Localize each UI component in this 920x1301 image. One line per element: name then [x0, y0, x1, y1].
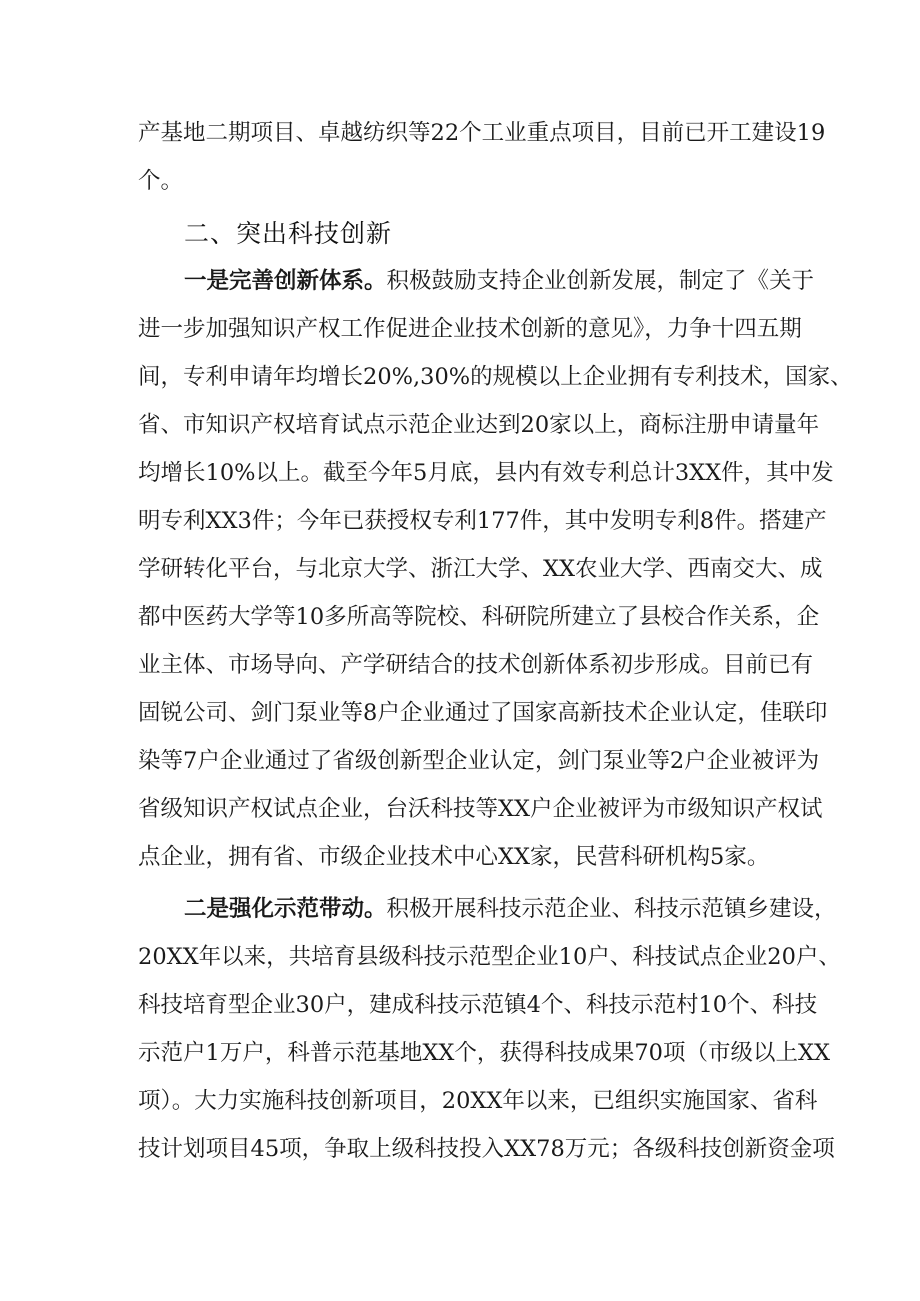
para2-line: 示范户1万户，科普示范基地XX个，获得科技成果70项（市级以上XX [138, 1040, 831, 1066]
para1-line: 固锐公司、剑门泵业等8户企业通过了国家高新技术企业认定，佳联印 [138, 700, 828, 726]
para2-line: 20XX年以来，共培育县级科技示范型企业10户、科技试点企业20户、 [138, 944, 841, 970]
intro-line-2: 个。 [138, 168, 184, 194]
para1-line: 染等7户企业通过了省级创新型企业认定，剑门泵业等2户企业被评为 [138, 748, 820, 774]
para2-first-line [184, 894, 837, 924]
para1-line: 省、市知识产权培育试点示范企业达到20家以上，商标注册申请量年 [138, 412, 820, 438]
para1-line: 进一步加强知识产权工作促进企业技术创新的意见》，力争十四五期 [138, 316, 802, 342]
intro-line-1: 产基地二期项目、卓越纺织等22个工业重点项目，目前已开工建设19 [138, 120, 826, 146]
para1-line: 都中医药大学等10多所高等院校、科研院所建立了县校合作关系，企 [138, 604, 820, 630]
para1-line: 均增长10%以上。截至今年5月底，县内有效专利总计3XX件，其中发 [138, 460, 834, 486]
para1-first-line [184, 266, 815, 296]
para2-line: 技计划项目45项，争取上级科技投入XX78万元；各级科技创新资金项 [138, 1136, 835, 1162]
para2-line: 项）。大力实施科技创新项目，20XX年以来，已组织实施国家、省科 [138, 1088, 818, 1114]
para1-lead: 一是完善创新体系。 [184, 268, 387, 294]
para1-line: 学研转化平台，与北京大学、浙江大学、XX农业大学、西南交大、成 [138, 556, 823, 582]
para1-line: 明专利XX3件；今年已获授权专利177件，其中发明专利8件。搭建产 [138, 508, 827, 534]
para1-line: 点企业，拥有省、市级企业技术中心XX家，民营科研机构5家。 [138, 844, 770, 870]
para2-first-text: 积极开展科技示范企业、科技示范镇乡建设， [386, 896, 837, 922]
para1-line: 业主体、市场导向、产学研结合的技术创新体系初步形成。目前已有 [138, 652, 814, 678]
section-heading: 二、突出科技创新 [184, 219, 393, 248]
para1-line: 省级知识产权试点企业，台沃科技等XX户企业被评为市级知识产权试 [138, 796, 823, 822]
para1-line: 间，专利申请年均增长20%,30%的规模以上企业拥有专利技术，国家、 [138, 364, 853, 390]
para2-line: 科技培育型企业30户，建成科技示范镇4个、科技示范村10个、科技 [138, 992, 818, 1018]
para1-first-text: 积极鼓励支持企业创新发展，制定了《关于 [386, 268, 815, 294]
para2-lead: 二是强化示范带动。 [184, 896, 387, 922]
